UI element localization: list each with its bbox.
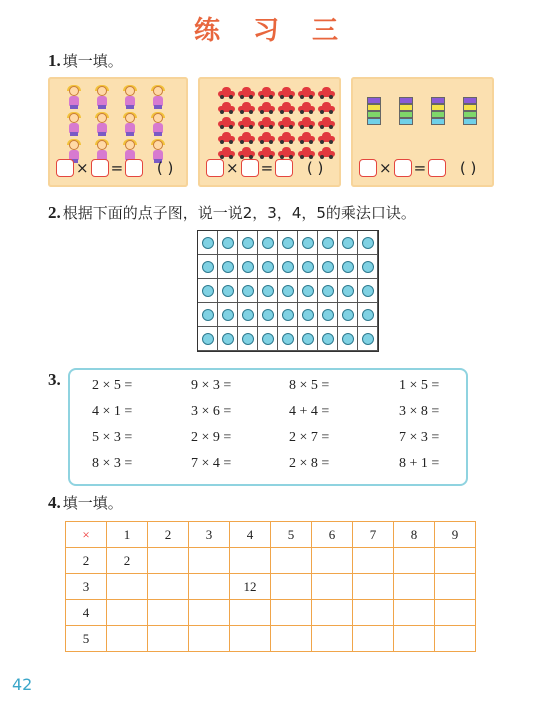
exercise-item: 7 × 3 =	[399, 430, 440, 445]
car-icon	[258, 132, 275, 144]
exercise-item: 4 + 4 =	[289, 404, 330, 419]
exercise-item: 7 × 4 =	[191, 456, 232, 471]
exercise-item: 2 × 7 =	[289, 430, 330, 445]
car-icon	[278, 117, 295, 129]
dot-icon	[262, 237, 274, 249]
cube-icon	[463, 97, 477, 104]
girl-icon	[64, 112, 84, 136]
dot-cell	[258, 327, 278, 351]
times-sign: ×	[379, 159, 392, 177]
answer-box[interactable]	[428, 159, 446, 177]
car-icon	[238, 87, 255, 99]
cube-icon	[463, 111, 477, 118]
answer-cell[interactable]	[148, 548, 189, 574]
equals-sign: =	[260, 159, 274, 177]
exercise-item: 2 × 8 =	[289, 456, 330, 471]
table-corner: ×	[66, 522, 107, 548]
paren-blank[interactable]: ( )	[306, 159, 324, 177]
dot-icon	[202, 333, 214, 345]
exercise-item: 2 × 9 =	[191, 430, 232, 445]
dot-cell	[318, 327, 338, 351]
answer-cell[interactable]	[394, 574, 435, 600]
q1-panel-cubes	[351, 77, 494, 187]
dot-icon	[362, 261, 374, 273]
dot-icon	[202, 309, 214, 321]
q1-equation-1	[56, 159, 185, 177]
dot-cell	[278, 255, 298, 279]
car-icon	[218, 147, 235, 159]
car-icon	[318, 87, 335, 99]
q3-exercises	[92, 378, 462, 482]
dot-cell	[258, 279, 278, 303]
answer-cell[interactable]	[435, 600, 476, 626]
answer-box[interactable]	[394, 159, 412, 177]
dot-icon	[342, 309, 354, 321]
q1-number: 1.	[48, 51, 61, 70]
answer-cell[interactable]	[271, 600, 312, 626]
dot-cell	[238, 231, 258, 255]
row-header-cell: 5	[66, 626, 107, 652]
cube-icon	[367, 111, 381, 118]
dot-cell	[318, 231, 338, 255]
dot-icon	[362, 309, 374, 321]
table-header-cell: 3	[189, 522, 230, 548]
multiplication-table	[65, 521, 476, 652]
girl-icon	[92, 85, 112, 109]
q1-panel-cars	[198, 77, 341, 187]
car-icon	[258, 102, 275, 114]
dot-icon	[302, 333, 314, 345]
car-icon	[298, 147, 315, 159]
dot-cell	[298, 255, 318, 279]
dot-cell	[218, 231, 238, 255]
q2-number: 2.	[48, 203, 61, 222]
times-sign: ×	[226, 159, 239, 177]
answer-box[interactable]	[206, 159, 224, 177]
answer-cell[interactable]	[230, 548, 271, 574]
dot-icon	[242, 237, 254, 249]
page-number: 42	[12, 675, 33, 694]
q3-number: 3.	[48, 370, 61, 389]
answer-cell[interactable]	[312, 626, 353, 652]
answer-cell[interactable]	[394, 548, 435, 574]
dot-icon	[242, 285, 254, 297]
dot-cell	[358, 303, 378, 327]
dot-icon	[202, 261, 214, 273]
dot-icon	[322, 309, 334, 321]
car-icon	[278, 102, 295, 114]
dot-icon	[322, 285, 334, 297]
car-icon	[258, 87, 275, 99]
car-icon	[258, 147, 275, 159]
dot-icon	[242, 333, 254, 345]
dot-icon	[342, 237, 354, 249]
answer-cell[interactable]	[312, 600, 353, 626]
girl-icon	[148, 112, 168, 136]
answer-cell[interactable]: 12	[230, 574, 271, 600]
cube-stack-icon	[399, 97, 413, 125]
exercise-item: 3 × 6 =	[191, 404, 232, 419]
answer-cell[interactable]	[148, 626, 189, 652]
answer-cell[interactable]	[189, 574, 230, 600]
table-header-cell: 8	[394, 522, 435, 548]
answer-cell[interactable]	[230, 626, 271, 652]
table-header-cell: 7	[353, 522, 394, 548]
dot-icon	[202, 285, 214, 297]
times-sign: ×	[76, 159, 89, 177]
cube-stack-icon	[463, 97, 477, 125]
cube-icon	[367, 118, 381, 125]
car-icon	[318, 117, 335, 129]
exercise-item: 1 × 5 =	[399, 378, 440, 393]
dot-icon	[262, 285, 274, 297]
answer-box[interactable]	[359, 159, 377, 177]
q2-instruction: 根据下面的点子图，说一说2，3，4，5的乘法口诀。	[62, 204, 416, 222]
answer-cell[interactable]	[435, 548, 476, 574]
table-header-cell: 6	[312, 522, 353, 548]
dot-cell	[338, 303, 358, 327]
car-icon	[238, 147, 255, 159]
dot-cell	[298, 303, 318, 327]
row-header-cell: 3	[66, 574, 107, 600]
dot-grid	[197, 230, 379, 352]
q1-panel-girls	[48, 77, 188, 187]
car-icon	[218, 117, 235, 129]
q2-label	[48, 202, 416, 223]
dot-cell	[338, 327, 358, 351]
dot-cell	[198, 303, 218, 327]
answer-box[interactable]	[275, 159, 293, 177]
dot-cell	[318, 279, 338, 303]
dot-icon	[322, 333, 334, 345]
car-icon	[218, 132, 235, 144]
girl-icon	[120, 85, 140, 109]
answer-cell[interactable]	[148, 600, 189, 626]
exercise-item: 9 × 3 =	[191, 378, 232, 393]
cube-icon	[463, 118, 477, 125]
equals-sign: =	[110, 159, 124, 177]
dot-cell	[318, 255, 338, 279]
paren-blank[interactable]: ( )	[459, 159, 477, 177]
cubes-illustration	[367, 97, 477, 125]
dot-icon	[362, 333, 374, 345]
paren-blank[interactable]: ( )	[156, 159, 174, 177]
dot-icon	[362, 285, 374, 297]
equals-sign: =	[413, 159, 427, 177]
dot-cell	[358, 231, 378, 255]
q4-number: 4.	[48, 493, 61, 512]
answer-cell[interactable]	[148, 574, 189, 600]
dot-icon	[242, 261, 254, 273]
dot-cell	[358, 327, 378, 351]
dot-icon	[282, 309, 294, 321]
dot-cell	[358, 255, 378, 279]
car-icon	[318, 147, 335, 159]
dot-cell	[298, 279, 318, 303]
cube-icon	[399, 111, 413, 118]
dot-cell	[238, 327, 258, 351]
cube-icon	[431, 111, 445, 118]
dot-icon	[242, 309, 254, 321]
answer-cell[interactable]	[312, 548, 353, 574]
dot-cell	[278, 231, 298, 255]
girl-icon	[92, 112, 112, 136]
dot-cell	[338, 231, 358, 255]
table-row	[66, 548, 476, 574]
cube-icon	[463, 104, 477, 111]
exercise-item: 8 × 3 =	[92, 456, 133, 471]
q1-label	[48, 50, 123, 71]
dot-cell	[238, 255, 258, 279]
dot-cell	[218, 303, 238, 327]
car-icon	[298, 117, 315, 129]
answer-cell[interactable]	[189, 548, 230, 574]
dot-icon	[222, 261, 234, 273]
dot-icon	[282, 237, 294, 249]
exercise-item: 3 × 8 =	[399, 404, 440, 419]
dot-cell	[198, 231, 218, 255]
dot-icon	[262, 261, 274, 273]
answer-box[interactable]	[56, 159, 74, 177]
answer-cell[interactable]	[107, 574, 148, 600]
dot-cell	[218, 279, 238, 303]
row-header-cell: 4	[66, 600, 107, 626]
dot-icon	[302, 309, 314, 321]
dot-icon	[342, 333, 354, 345]
table-header-cell: 4	[230, 522, 271, 548]
cars-illustration	[218, 87, 336, 162]
answer-cell[interactable]	[312, 574, 353, 600]
car-icon	[258, 117, 275, 129]
answer-cell[interactable]	[394, 626, 435, 652]
dot-cell	[298, 231, 318, 255]
table-header-cell: 2	[148, 522, 189, 548]
cube-stack-icon	[431, 97, 445, 125]
exercise-item: 5 × 3 =	[92, 430, 133, 445]
car-icon	[238, 102, 255, 114]
car-icon	[298, 87, 315, 99]
dot-cell	[358, 279, 378, 303]
car-icon	[238, 117, 255, 129]
q4-instruction: 填一填。	[62, 494, 123, 512]
car-icon	[318, 102, 335, 114]
answer-cell[interactable]	[353, 626, 394, 652]
car-icon	[218, 102, 235, 114]
girl-icon	[120, 112, 140, 136]
dot-icon	[282, 285, 294, 297]
girls-illustration	[64, 85, 176, 166]
dot-cell	[318, 303, 338, 327]
answer-cell[interactable]	[394, 600, 435, 626]
q1-equation-3	[359, 159, 488, 177]
dot-cell	[238, 279, 258, 303]
q3-label	[48, 370, 63, 390]
dot-cell	[218, 255, 238, 279]
dot-icon	[222, 285, 234, 297]
q1-instruction: 填一填。	[62, 52, 123, 70]
dot-cell	[298, 327, 318, 351]
answer-cell[interactable]	[353, 574, 394, 600]
dot-icon	[322, 261, 334, 273]
table-row	[66, 574, 476, 600]
dot-cell	[338, 279, 358, 303]
answer-cell[interactable]	[271, 574, 312, 600]
exercise-item: 8 + 1 =	[399, 456, 440, 471]
dot-cell	[258, 231, 278, 255]
exercise-item: 2 × 5 =	[92, 378, 133, 393]
dot-icon	[222, 309, 234, 321]
answer-cell[interactable]	[353, 600, 394, 626]
answer-cell[interactable]	[189, 600, 230, 626]
dot-cell	[198, 327, 218, 351]
cube-icon	[399, 104, 413, 111]
dot-icon	[282, 261, 294, 273]
dot-cell	[198, 279, 218, 303]
exercise-item: 4 × 1 =	[92, 404, 133, 419]
dot-icon	[262, 309, 274, 321]
answer-box[interactable]	[91, 159, 109, 177]
dot-icon	[222, 333, 234, 345]
table-header-cell: 1	[107, 522, 148, 548]
row-header-cell: 2	[66, 548, 107, 574]
girl-icon	[64, 85, 84, 109]
dot-icon	[302, 285, 314, 297]
cube-icon	[431, 104, 445, 111]
dot-cell	[238, 303, 258, 327]
dot-icon	[342, 285, 354, 297]
answer-cell[interactable]: 2	[107, 548, 148, 574]
dot-cell	[278, 303, 298, 327]
dot-icon	[262, 333, 274, 345]
cube-icon	[399, 118, 413, 125]
cube-icon	[431, 97, 445, 104]
car-icon	[238, 132, 255, 144]
answer-box[interactable]	[241, 159, 259, 177]
page-title: 练 习 三	[193, 16, 351, 46]
exercise-item: 8 × 5 =	[289, 378, 330, 393]
cube-stack-icon	[367, 97, 381, 125]
dot-icon	[302, 261, 314, 273]
dot-icon	[322, 237, 334, 249]
car-icon	[278, 147, 295, 159]
car-icon	[298, 132, 315, 144]
answer-cell[interactable]	[230, 600, 271, 626]
cube-icon	[367, 97, 381, 104]
dot-icon	[202, 237, 214, 249]
cube-icon	[367, 104, 381, 111]
q1-equation-2	[206, 159, 335, 177]
answer-cell[interactable]	[271, 626, 312, 652]
answer-cell[interactable]	[107, 626, 148, 652]
dot-icon	[222, 237, 234, 249]
answer-cell[interactable]	[435, 574, 476, 600]
dot-icon	[342, 261, 354, 273]
table-header-cell: 5	[271, 522, 312, 548]
q4-label	[48, 492, 123, 513]
dot-cell	[278, 279, 298, 303]
dot-cell	[198, 255, 218, 279]
table-header-cell: 9	[435, 522, 476, 548]
answer-box[interactable]	[125, 159, 143, 177]
girl-icon	[148, 85, 168, 109]
dot-cell	[278, 327, 298, 351]
table-row	[66, 600, 476, 626]
answer-cell[interactable]	[353, 548, 394, 574]
dot-icon	[302, 237, 314, 249]
answer-cell[interactable]	[271, 548, 312, 574]
cube-icon	[431, 118, 445, 125]
dot-cell	[218, 327, 238, 351]
dot-cell	[338, 255, 358, 279]
answer-cell[interactable]	[107, 600, 148, 626]
answer-cell[interactable]	[435, 626, 476, 652]
car-icon	[278, 87, 295, 99]
answer-cell[interactable]	[189, 626, 230, 652]
table-row	[66, 626, 476, 652]
dot-icon	[282, 333, 294, 345]
dot-cell	[258, 303, 278, 327]
dot-icon	[362, 237, 374, 249]
dot-cell	[258, 255, 278, 279]
car-icon	[278, 132, 295, 144]
car-icon	[318, 132, 335, 144]
cube-icon	[399, 97, 413, 104]
car-icon	[218, 87, 235, 99]
car-icon	[298, 102, 315, 114]
